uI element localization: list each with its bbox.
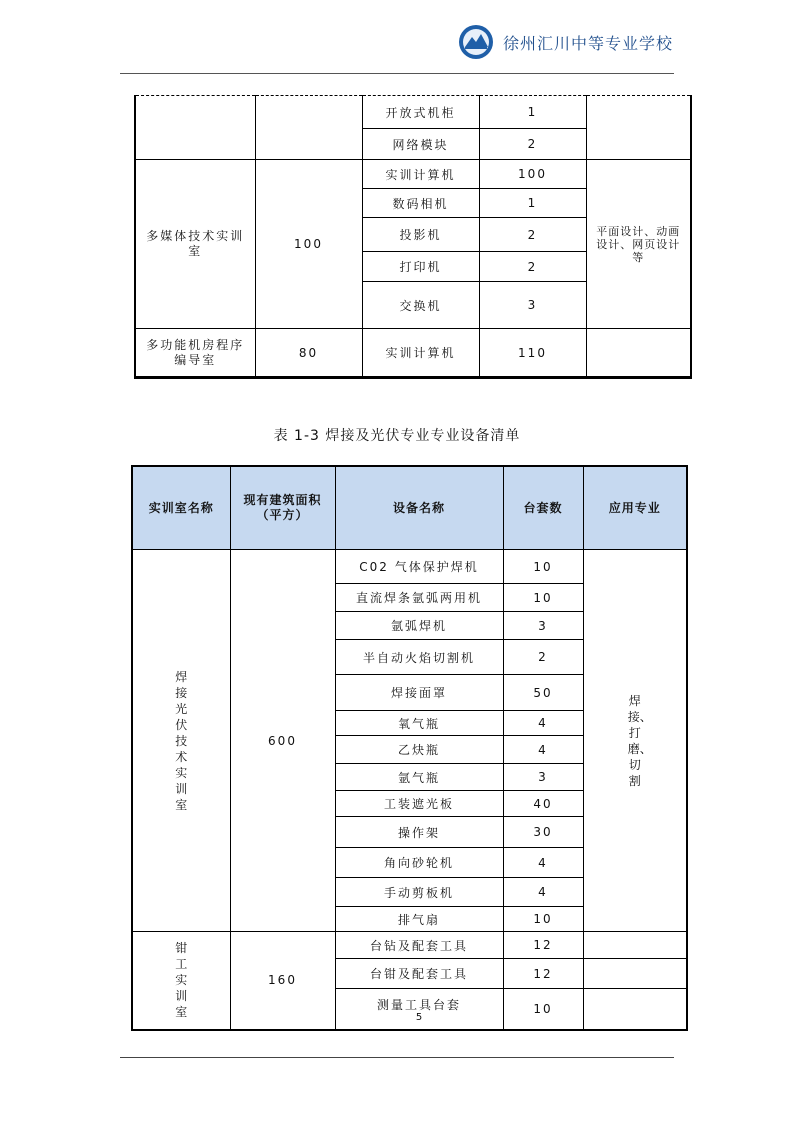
area-cell <box>255 96 362 160</box>
count-cell: 3 <box>503 612 583 640</box>
equipment-cell: 开放式机柜 <box>362 96 479 129</box>
footer-divider <box>120 1057 674 1058</box>
equipment-cell: 手动剪板机 <box>335 878 503 907</box>
count-cell: 40 <box>503 791 583 817</box>
multimedia-equipment-table <box>134 95 692 379</box>
equipment-cell: 角向砂轮机 <box>335 848 503 878</box>
count-cell: 2 <box>479 252 586 282</box>
equipment-cell: 氩弧焊机 <box>335 612 503 640</box>
room-cell <box>132 932 230 1030</box>
count-cell: 4 <box>503 736 583 764</box>
equipment-cell: 交换机 <box>362 282 479 329</box>
major-cell <box>583 550 687 932</box>
area-cell: 80 <box>255 329 362 378</box>
room-cell <box>135 96 255 160</box>
count-cell: 1 <box>479 189 586 218</box>
header-equipment: 设备名称 <box>335 466 503 550</box>
count-cell: 12 <box>503 959 583 989</box>
count-cell: 4 <box>503 878 583 907</box>
major-vertical: 焊接、打磨、切割 <box>627 693 652 788</box>
equipment-cell: 台钳及配套工具 <box>335 959 503 989</box>
school-logo-icon <box>458 24 494 60</box>
room-name-vertical: 钳工实训室 <box>175 941 188 1020</box>
major-cell <box>583 959 687 989</box>
count-cell: 50 <box>503 675 583 711</box>
count-cell: 10 <box>503 550 583 584</box>
equipment-cell: 工装遮光板 <box>335 791 503 817</box>
header-area: 现有建筑面积（平方） <box>230 466 335 550</box>
major-cell: 平面设计、动画设计、网页设计等 <box>586 160 691 329</box>
room-cell: 多功能机房程序编导室 <box>135 329 255 378</box>
equipment-cell: 打印机 <box>362 252 479 282</box>
equipment-cell: 实训计算机 <box>362 329 479 378</box>
count-cell: 10 <box>503 989 583 1030</box>
room-cell <box>132 550 230 932</box>
page-number: 5 <box>415 1011 423 1023</box>
table-caption: 表 1-3 焊接及光伏专业专业设备清单 <box>273 428 521 444</box>
count-cell: 30 <box>503 817 583 848</box>
room-cell: 多媒体技术实训室 <box>135 160 255 329</box>
table-row <box>135 329 691 378</box>
table-row <box>132 550 687 584</box>
equipment-cell: 操作架 <box>335 817 503 848</box>
equipment-cell: 焊接面罩 <box>335 675 503 711</box>
header-divider <box>120 73 674 74</box>
equipment-cell <box>335 989 503 1030</box>
area-cell: 160 <box>230 932 335 1030</box>
equipment-cell: 排气扇 <box>335 907 503 932</box>
major-cell <box>583 989 687 1030</box>
area-cell: 100 <box>255 160 362 329</box>
equipment-cell: 氩气瓶 <box>335 764 503 791</box>
welding-equipment-table <box>131 465 688 1031</box>
major-cell <box>586 329 691 378</box>
header-room: 实训室名称 <box>132 466 230 550</box>
equipment-cell: 台钻及配套工具 <box>335 932 503 959</box>
equipment-cell: 投影机 <box>362 218 479 252</box>
school-name: 徐州汇川中等专业学校 <box>503 34 674 53</box>
equipment-cell: 乙炔瓶 <box>335 736 503 764</box>
table-row <box>135 160 691 189</box>
count-cell: 2 <box>479 218 586 252</box>
equipment-cell: 氧气瓶 <box>335 711 503 736</box>
count-cell: 10 <box>503 907 583 932</box>
count-cell: 1 <box>479 96 586 129</box>
table-header-row <box>132 466 687 550</box>
count-cell: 2 <box>479 129 586 160</box>
count-cell: 10 <box>503 584 583 612</box>
count-cell: 12 <box>503 932 583 959</box>
header-count: 台套数 <box>503 466 583 550</box>
equipment-cell: C02 气体保护焊机 <box>335 550 503 584</box>
equipment-cell: 网络模块 <box>362 129 479 160</box>
area-cell: 600 <box>230 550 335 932</box>
equipment-cell: 半自动火焰切割机 <box>335 640 503 675</box>
equipment-cell: 实训计算机 <box>362 160 479 189</box>
count-cell: 3 <box>479 282 586 329</box>
equipment-cell: 数码相机 <box>362 189 479 218</box>
major-cell <box>586 96 691 160</box>
equipment-name: 测量工具台套 <box>376 997 461 1012</box>
count-cell: 4 <box>503 711 583 736</box>
count-cell: 3 <box>503 764 583 791</box>
count-cell: 100 <box>479 160 586 189</box>
table-row <box>135 96 691 129</box>
header-major: 应用专业 <box>583 466 687 550</box>
count-cell: 2 <box>503 640 583 675</box>
count-cell: 110 <box>479 329 586 378</box>
room-name-vertical: 焊接光伏技术实训室 <box>175 669 188 812</box>
equipment-cell: 直流焊条氩弧两用机 <box>335 584 503 612</box>
table-row <box>132 932 687 959</box>
major-cell <box>583 932 687 959</box>
count-cell: 4 <box>503 848 583 878</box>
